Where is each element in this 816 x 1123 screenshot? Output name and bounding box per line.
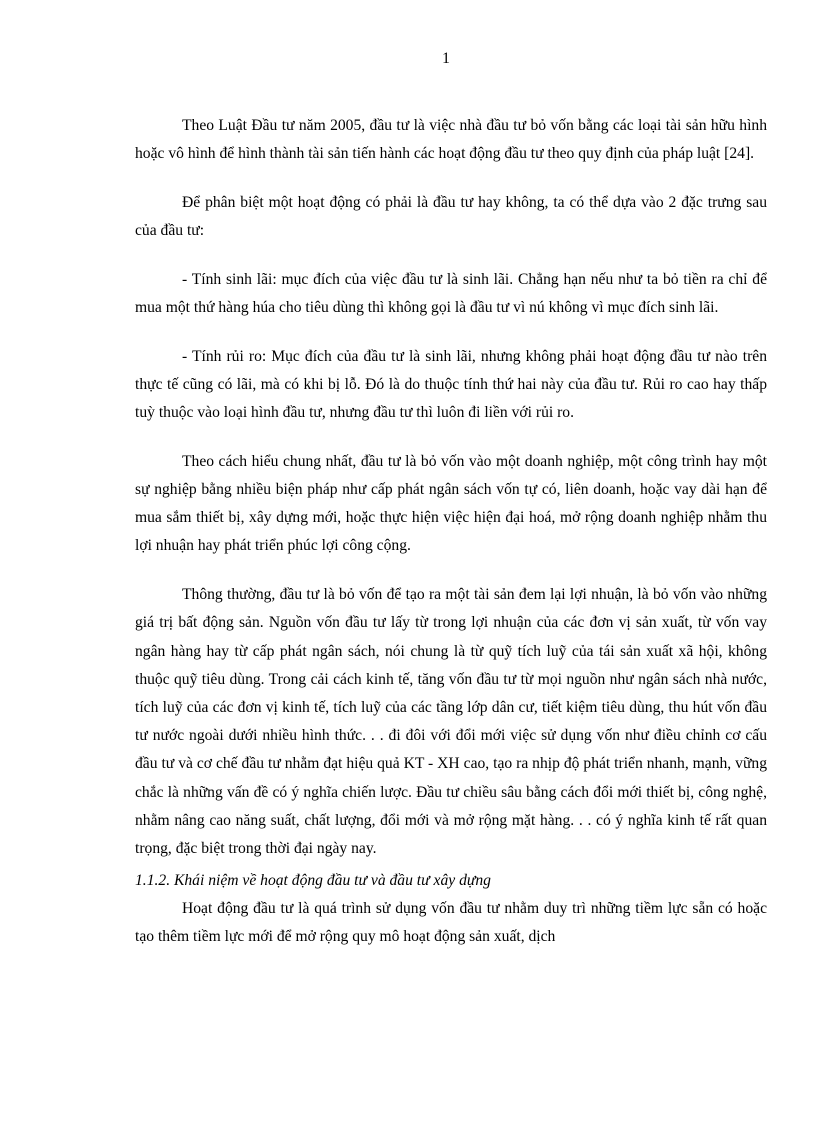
page-number: 1	[442, 50, 450, 67]
paragraph-risk: - Tính rủi ro: Mục đích của đầu tư là sinh lãi, nhưng không phải hoạt động đầu tư nào trên thực tế cũng có lãi, mà có khi bị lỗ. Đó là do thuộc tính thứ hai này của đầu tư. Rủi ro cao hay thấp tuỳ thuộc vào loại hình đầu tư, nhưng đầu tư thì luôn đi liền với rủi ro.	[135, 347, 767, 422]
page-body	[135, 112, 767, 972]
paragraph-investment-characteristics-intro: Để phân biệt một hoạt động có phải là đầu tư hay không, ta có thể dựa vào 2 đặc trưng sau của đầu tư:	[135, 193, 767, 240]
paragraph-investment-law-definition: Theo Luật Đầu tư năm 2005, đầu tư là việc nhà đầu tư bỏ vốn bằng các loại tài sản hữu hình hoặc vô hình để hình thành tài sản tiến hành các hoạt động đầu tư theo quy định của pháp luật [24].	[135, 117, 767, 163]
section-heading: 1.1.2. Khái niệm về hoạt động đầu tư và đầu tư xây dựng	[135, 872, 491, 890]
paragraph-general-understanding: Theo cách hiểu chung nhất, đầu tư là bỏ vốn vào một doanh nghiệp, một công trình hay một sự nghiệp bằng nhiều biện pháp như cấp phát ngân sách vốn tự có, liên doanh, hoặc vay dài hạn để mua sắm thiết bị, xây dựng mới, hoặc thực hiện việc hiện đại hoá, mở rộng doanh nghiệp nhằm thu lợi nhuận hay phát triển phúc lợi công cộng.	[135, 452, 767, 555]
paragraph-profitability: - Tính sinh lãi: mục đích của việc đầu tư là sinh lãi. Chẳng hạn nếu như ta bỏ tiền ra chỉ để mua một thứ hàng húa cho tiêu dùng thì không gọi là đầu tư vì nú không vì mục đích sinh lãi.	[135, 270, 767, 317]
paragraph-investment-activity: Hoạt động đầu tư là quá trình sử dụng vốn đầu tư nhằm duy trì những tiềm lực sẵn có hoặc tạo thêm tiềm lực mới để mở rộng quy mô hoạt động sản xuất, dịch	[135, 900, 767, 946]
paragraph-common-practice: Thông thường, đầu tư là bỏ vốn để tạo ra một tài sản đem lại lợi nhuận, là bỏ vốn vào những giá trị bất động sản. Nguồn vốn đầu tư lấy từ trong lợi nhuận của các đơn vị sản xuất, từ vốn vay ngân hàng hay từ cấp phát ngân sách, nói chung là từ quỹ tích luỹ của tái sản xuất xã hội, không thuộc quỹ tiêu dùng. Trong cải cách kinh tế, tăng vốn đầu tư từ mọi nguồn như ngân sách nhà nước, tích luỹ của các đơn vị kinh tế, tích luỹ của các tầng lớp dân cư, tiết kiệm tiêu dùng, thu hút vốn đầu tư nước ngoài dưới nhiều hình thức. . . đi đôi với đổi mới việc sử dụng vốn như điều chỉnh cơ cấu đầu tư và cơ chế đầu tư nhằm đạt hiệu quả KT - XH cao, tạo ra nhịp độ phát triển nhanh, mạnh, vững chắc là những vấn đề có ý nghĩa chiến lược. Đầu tư chiều sâu bằng cách đổi mới thiết bị, công nghệ, nhằm nâng cao năng suất, chất lượng, đổi mới và mở rộng mặt hàng. . . có ý nghĩa kinh tế rất quan trọng, đặc biệt trong thời đại ngày nay.	[135, 586, 767, 857]
